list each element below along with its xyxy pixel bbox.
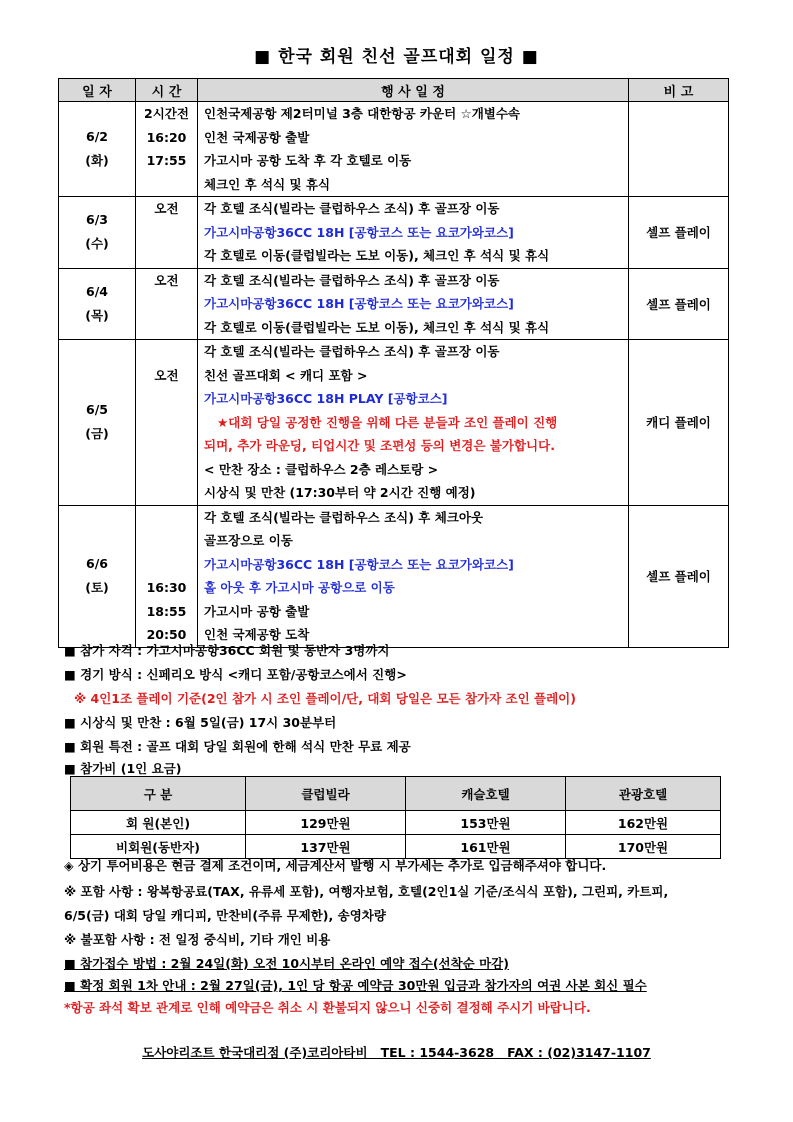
time: 2시간전 <box>144 106 189 121</box>
time <box>136 340 197 364</box>
fee-row <box>71 811 721 835</box>
time <box>136 244 197 268</box>
event-cell <box>198 268 629 340</box>
event-cell <box>198 340 629 506</box>
weekday: (화) <box>85 153 109 168</box>
time <box>136 411 197 435</box>
eligibility-info: ■ 참가 자격 : 가고시마공항36CC 회원 및 동반자 3명까지 <box>64 643 390 658</box>
time: 18:55 <box>146 603 187 619</box>
event-cell <box>198 505 629 647</box>
fee-cell: 161만원 <box>406 835 566 859</box>
event-line-course: 홀 아웃 후 가고시마 공항으로 이동 <box>204 580 395 595</box>
time: 오전 <box>154 272 179 288</box>
deposit-warning: *항공 좌석 확보 관계로 인해 예약금은 취소 시 환불되지 않으니 신중히 결정해 주시기 바랍니다. <box>64 1000 591 1015</box>
time: 16:20 <box>146 129 187 145</box>
time <box>136 387 197 411</box>
event-line: 인천 국제공항 도착 <box>204 627 310 642</box>
date-cell <box>59 340 136 506</box>
fee-cell: 회 원(본인) <box>71 811 246 835</box>
note-cell: 셀프 플레이 <box>629 197 729 269</box>
event-line: 친선 골프대회 < 캐디 포함 > <box>204 367 368 383</box>
time-cell <box>136 268 198 340</box>
time <box>136 553 197 577</box>
event-line: < 만찬 장소 : 클럽하우스 2층 레스토랑 > <box>204 461 439 477</box>
time-cell <box>136 197 198 269</box>
event-line: 시상식 및 만찬 (17:30부터 약 2시간 진행 예정) <box>204 485 476 500</box>
date: 6/6 <box>86 556 108 571</box>
fee-header-row <box>71 777 721 811</box>
excluded-note: ※ 불포함 사항 : 전 일정 중식비, 기타 개인 비용 <box>64 932 331 947</box>
header-time: 시 간 <box>136 79 198 102</box>
fee-cell: 153만원 <box>406 811 566 835</box>
weekday: (금) <box>85 426 109 442</box>
format-info: ■ 경기 방식 : 신페리오 방식 <캐디 포함/공항코스에서 진행> <box>64 667 407 682</box>
time: 오전 <box>154 367 179 383</box>
schedule-row <box>59 340 729 506</box>
time: 20:50 <box>146 627 187 642</box>
date: 6/3 <box>86 212 108 228</box>
fee-cell: 137만원 <box>246 835 406 859</box>
event-line-course: 가고시마공항36CC 18H [공항코스 또는 요코가와코스] <box>204 224 514 240</box>
fee-table <box>70 776 721 859</box>
time <box>136 481 197 505</box>
payment-note: ◈ 상기 투어비용은 현금 결제 조건이며, 세금계산서 발행 시 부가세는 추가로 입금해주셔야 합니다. <box>64 858 607 873</box>
time <box>136 458 197 482</box>
reservation-note: ■ 참가접수 방법 : 2월 24일(화) 오전 10시부터 온라인 예약 접수(선착순 마감) <box>64 956 509 971</box>
event-cell <box>198 197 629 269</box>
benefit-info: ■ 회원 특전 : 골프 대회 당일 회원에 한해 석식 만찬 무료 제공 <box>64 739 411 754</box>
time: 16:30 <box>146 580 187 595</box>
event-line-course: 가고시마공항36CC 18H PLAY [공항코스] <box>204 391 448 406</box>
event-cell <box>198 102 629 197</box>
event-line: 각 호텔 조식(빌라는 클럽하우스 조식) 후 체크아웃 <box>204 509 484 525</box>
header-note: 비 고 <box>629 79 729 102</box>
fee-cell: 129만원 <box>246 811 406 835</box>
event-line: 각 호텔로 이동(클럽빌라는 도보 이동), 체크인 후 석식 및 휴식 <box>204 248 550 263</box>
date-cell <box>59 102 136 197</box>
event-line-warning: ★대회 당일 공정한 진행을 위해 다른 분들과 조인 플레이 진행 <box>204 414 558 430</box>
schedule-row <box>59 197 729 269</box>
schedule-row <box>59 505 729 647</box>
event-line-course: 가고시마공항36CC 18H [공항코스 또는 요코가와코스] <box>204 556 514 572</box>
event-line: 각 호텔로 이동(클럽빌라는 도보 이동), 체크인 후 석식 및 휴식 <box>204 319 550 335</box>
time-cell <box>136 505 198 647</box>
date: 6/4 <box>86 283 108 299</box>
date-cell <box>59 505 136 647</box>
format-note: ※ 4인1조 플레이 기준(2인 참가 시 조인 플레이/단, 대회 당일은 모든 참가자 조인 플레이) <box>74 691 576 706</box>
fee-header: 클럽빌라 <box>246 777 406 811</box>
weekday: (토) <box>85 580 109 595</box>
fee-cell: 170만원 <box>566 835 721 859</box>
fee-row <box>71 835 721 859</box>
ceremony-info: ■ 시상식 및 만찬 : 6월 5일(금) 17시 30분부터 <box>64 715 337 730</box>
time <box>136 292 197 316</box>
time: 17:55 <box>146 153 187 168</box>
note-cell: 셀프 플레이 <box>629 268 729 340</box>
note-cell: 캐디 플레이 <box>629 340 729 506</box>
time <box>136 221 197 245</box>
event-line: 인천국제공항 제2터미널 3층 대한항공 카운터 ☆개별수속 <box>204 106 521 121</box>
event-line: 골프장으로 이동 <box>204 533 293 548</box>
confirmation-note: ■ 확정 회원 1차 안내 : 2월 27일(금), 1인 당 항공 예약금 30만원 입금과 참가자의 여권 사본 회신 필수 <box>64 978 647 993</box>
event-line-warning: 되며, 추가 라운딩, 티업시간 및 조편성 등의 변경은 불가합니다. <box>204 438 555 453</box>
time-cell <box>136 102 198 197</box>
event-line: 인천 국제공항 출발 <box>204 129 310 145</box>
fee-header: 관광호텔 <box>566 777 721 811</box>
event-line: 체크인 후 석식 및 휴식 <box>204 176 331 192</box>
header-date: 일 자 <box>59 79 136 102</box>
event-line: 각 호텔 조식(빌라는 클럽하우스 조식) 후 골프장 이동 <box>204 344 500 359</box>
time <box>136 316 197 340</box>
schedule-row <box>59 268 729 340</box>
event-line: 각 호텔 조식(빌라는 클럽하우스 조식) 후 골프장 이동 <box>204 272 500 288</box>
time: 오전 <box>154 201 179 216</box>
schedule-row <box>59 102 729 197</box>
date-cell <box>59 197 136 269</box>
time <box>136 506 197 530</box>
fee-cell: 162만원 <box>566 811 721 835</box>
note-cell <box>629 102 729 197</box>
event-line: 가고시마 공항 출발 <box>204 603 310 619</box>
time <box>136 529 197 553</box>
weekday: (목) <box>85 307 109 323</box>
included-note-cont: 6/5(금) 대회 당일 캐디피, 만찬비(주류 무제한), 송영차량 <box>64 908 386 923</box>
date-cell <box>59 268 136 340</box>
fee-header: 캐슬호텔 <box>406 777 566 811</box>
fee-cell: 비회원(동반자) <box>71 835 246 859</box>
included-note: ※ 포함 사항 : 왕복항공료(TAX, 유류세 포함), 여행자보험, 호텔(2인1실 기준/조식식 포함), 그린피, 카트피, <box>64 884 669 899</box>
weekday: (수) <box>85 236 109 252</box>
schedule-header-row <box>59 79 729 102</box>
time <box>136 434 197 458</box>
fee-header: 구 분 <box>71 777 246 811</box>
date: 6/5 <box>86 402 108 418</box>
event-line-course: 가고시마공항36CC 18H [공항코스 또는 요코가와코스] <box>204 296 514 311</box>
header-event: 행 사 일 정 <box>198 79 629 102</box>
note-cell: 셀프 플레이 <box>629 505 729 647</box>
date: 6/2 <box>86 129 108 144</box>
event-line: 가고시마 공항 도착 후 각 호텔로 이동 <box>204 153 412 168</box>
time-cell <box>136 340 198 506</box>
time <box>136 173 197 197</box>
schedule-table <box>58 78 729 648</box>
footer-contact: 도사야리조트 한국대리점 (주)코리아타비 TEL : 1544-3628 FAX : (02)3147-1107 <box>142 1045 651 1060</box>
page-title: ■ 한국 회원 친선 골프대회 일정 ■ <box>254 47 539 67</box>
fee-title: ■ 참가비 (1인 요금) <box>64 761 182 776</box>
event-line: 각 호텔 조식(빌라는 클럽하우스 조식) 후 골프장 이동 <box>204 201 500 216</box>
